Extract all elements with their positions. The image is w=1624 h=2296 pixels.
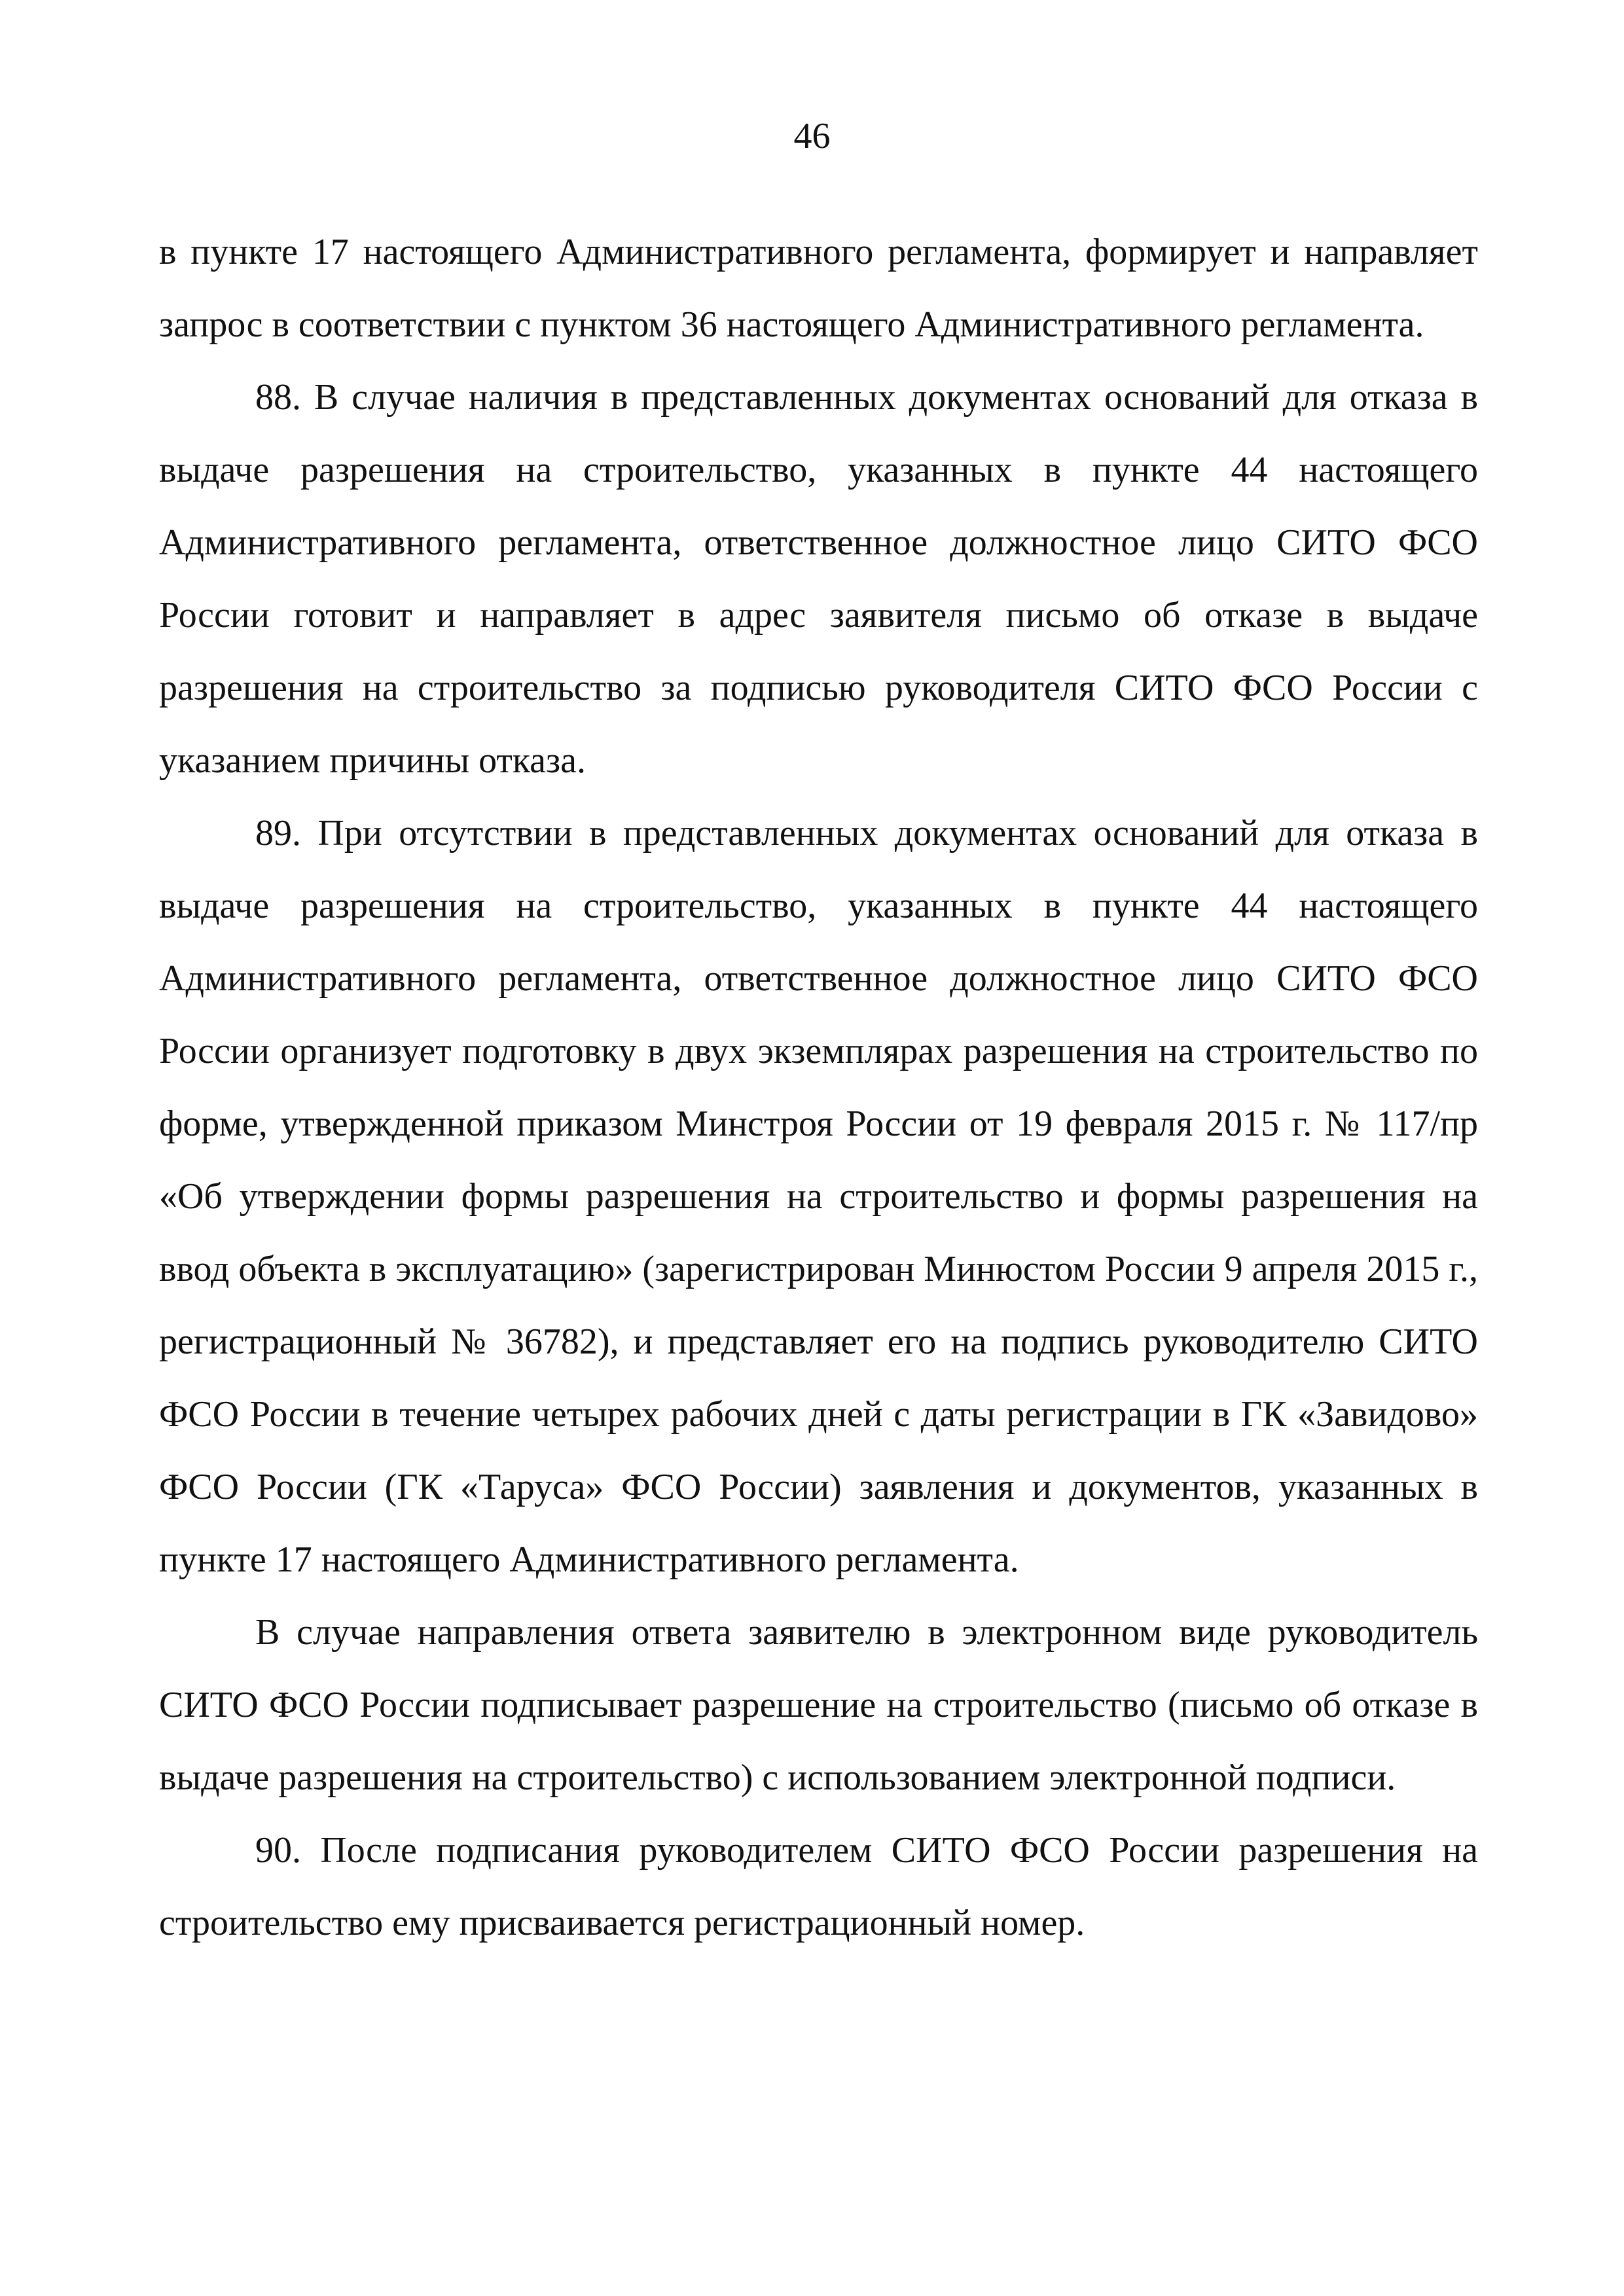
page-number: 46 — [793, 116, 831, 156]
paragraph-electronic-response: В случае направления ответа заявителю в электронном виде руководитель СИТО ФСО России подписывает разрешение на строительство (письмо об отказе в выдаче разрешения на строительство) с использованием электронной подписи. — [159, 1612, 1478, 1798]
paragraph-clause-89: 89. При отсутствии в представленных документах оснований для отказа в выдаче разрешения на строительство, указанных в пункте 44 настоящего Административного регламента, ответственное должностное лицо СИТО ФСО России организует подготовку в двух экземплярах разрешения на строительство по форме, утвержденной приказом Минстроя России от 19 февраля 2015 г. № 117/пр «Об утверждении формы разрешения на строительство и формы разрешения на ввод объекта в эксплуатацию» (зарегистрирован Минюстом России 9 апреля 2015 г., регистрационный № 36782), и представляет его на подпись руководителю СИТО ФСО России в течение четырех рабочих дней с даты регистрации в ГК «Завидово» ФСО России (ГК «Таруса» ФСО России) заявления и документов, указанных в пункте 17 настоящего Административного регламента. — [159, 813, 1478, 1580]
paragraph-clause-88: 88. В случае наличия в представленных документах оснований для отказа в выдаче разрешения на строительство, указанных в пункте 44 настоящего Административного регламента, ответственное должностное лицо СИТО ФСО России готовит и направляет в адрес заявителя письмо об отказе в выдаче разрешения на строительство за подписью руководителя СИТО ФСО России с указанием причины отказа. — [159, 377, 1478, 781]
paragraph-clause-90: 90. После подписания руководителем СИТО ФСО России разрешения на строительство ему присваивается регистрационный номер. — [159, 1830, 1478, 1943]
paragraph-continuation: в пункте 17 настоящего Административного регламента, формирует и направляет запрос в соответствии с пунктом 36 настоящего Административного регламента. — [159, 232, 1478, 345]
document-body — [159, 216, 1478, 1960]
